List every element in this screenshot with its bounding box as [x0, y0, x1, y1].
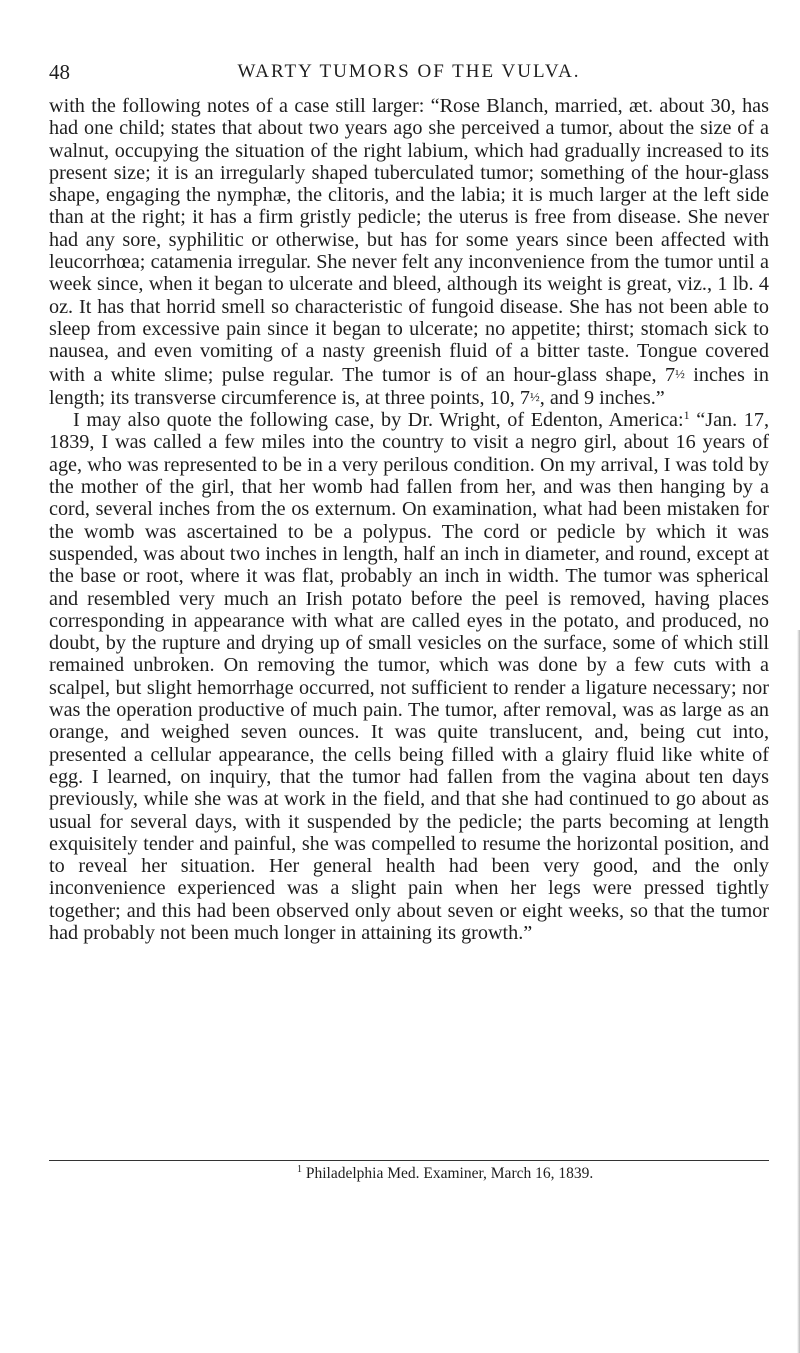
fraction-half: ½	[675, 365, 685, 381]
footnote	[297, 1164, 593, 1184]
paragraph-case-rose-blanch	[49, 95, 769, 409]
paragraph-text: , and 9 inches.”	[539, 386, 665, 409]
measurement-circumference: 7½	[519, 386, 540, 409]
fraction-half: ½	[529, 388, 540, 404]
footnote-mark: 1	[297, 1164, 302, 1175]
paragraph-text: inches in length; its transverse circumference is, at three points, 10,	[49, 363, 770, 409]
footnote-reference: 1	[683, 408, 690, 423]
paragraph-text: “Jan. 17, 1839, I was called a few miles into the country to visit a negro girl, about 16 years of age, who was represented to be in a very perilous condition. On my arrival, I was told by the mother of the girl, that her womb had fallen from her, and was then hanging by a cord, several inches from the os externum. On examination, what had been mistaken for the womb was ascertained to be a polypus. The cord or pedicle by which it was suspended, was about two inches in length, half an inch in diameter, and round, except at the base or root, where it was flat, probably an inch in width. The tumor was spherical and resembled very much an Irish potato before the peel is removed, having places corresponding in appearance with what are called eyes in the potato, and produced, no doubt, by the rupture and drying up of small vesicles on the surface, some of which still remained unbroken. On removing the tumor, which was done by a few cuts with a scalpel, but slight hemorrhage occurred, not sufficient to render a ligature necessary; nor was the operation productive of much pain. The tumor, after removal, was as large as an orange, and weighed seven ounces. It was quite translucent, and, being cut into, presented a cellular appearance, the cells being filled with a glairy fluid like white of egg. I learned, on inquiry, that the tumor had fallen from the vagina about ten days previously, while she was at work in the field, and that she had continued to go about as usual for several days, with it suspended by the pedicle; the parts becoming at length exquisitely tender and painful, she was compelled to resume the horizontal position, and to reveal her situation. Her general health had been very good, and the only inconvenience experienced was a slight pain when her legs were pressed tightly together; and this had been observed only about seven or eight weeks, so that the tumor had probably not been much longer in attaining its growth.”	[49, 409, 770, 944]
body-text	[49, 95, 769, 944]
measurement-length: 7½	[664, 363, 685, 386]
footnote-text: Philadelphia Med. Examiner, March 16, 1839.	[305, 1165, 594, 1182]
running-head	[49, 58, 769, 86]
running-title: WARTY TUMORS OF THE VULVA.	[237, 61, 581, 82]
page-number: 48	[49, 60, 70, 84]
paragraph-case-dr-wright	[49, 409, 769, 944]
paragraph-text: with the following notes of a case still larger: “Rose Blanch, married, æt. about 30, has had one child; states that about two years ago she perceived a tumor, about the size of a walnut, occupying the situation of the right labium, which had gradually increased to its present size; it is an irregularly shaped tuberculated tumor; something of the hour-glass shape, engaging the nymphæ, the clitoris, and the labia; it is much larger at the left side than at the right; it has a firm gristly pedicle; the uterus is free from disease. She never had any sore, syphilitic or otherwise, but has for some years since been affected with leucorrhœa; catamenia irregular. She never felt any inconvenience from the tumor until a week since, when it began to ulcerate and bleed, although its weight is great, viz., 1 lb. 4 oz. It has that horrid smell so characteristic of fungoid disease. She has not been able to sleep from excessive pain since it began to ulcerate; no appetite; thirst; stomach sick to nausea, and even vomiting of a nasty greenish fluid of a bitter taste. Tongue covered with a white slime; pulse regular. The tumor is of an hour-glass shape,	[49, 95, 769, 386]
paragraph-text: I may also quote the following case, by Dr. Wright, of Edenton, America:	[73, 409, 684, 432]
footnote-divider	[49, 1160, 769, 1161]
